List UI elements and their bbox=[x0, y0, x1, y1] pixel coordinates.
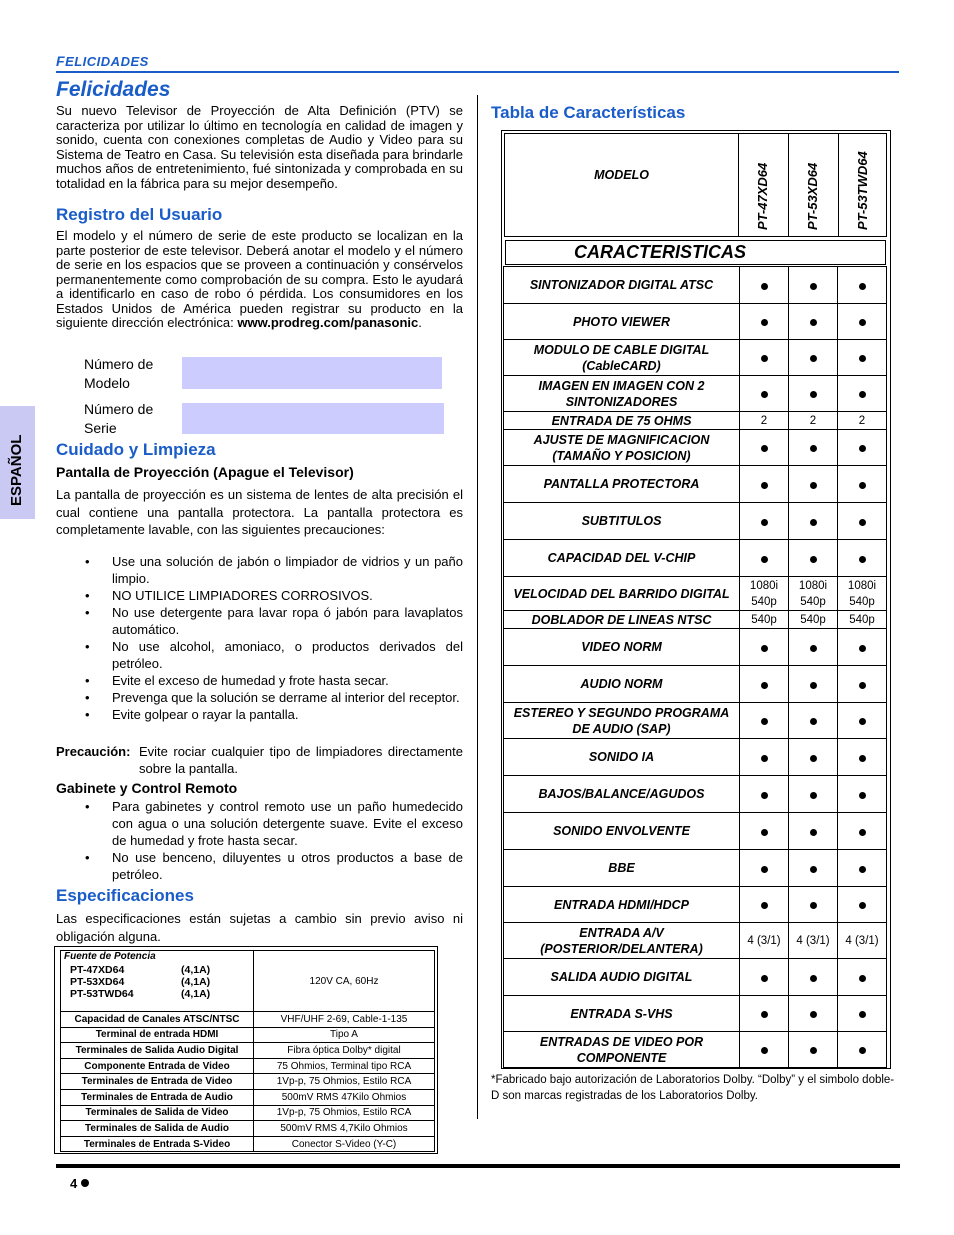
model-col-2: PT-53XD64 bbox=[788, 134, 838, 236]
intro-paragraph: Su nuevo Televisor de Proyección de Alta Definición (PTV) se caracteriza por utilizar lo último en tecnología en calidad de imagen y sonido, cuenta con conexiones completas de Audio y Video para su Sistema de Teatro en Casa. Su televisión esta diseñada para brindarle muchos años de entretenimiento, fué sintonizada y comprobada en su totalidad en la fábrica para su mejor desempeño. bbox=[56, 103, 463, 191]
footer-rule bbox=[56, 1164, 900, 1168]
bullet-dot-icon bbox=[761, 319, 768, 326]
bullet-dot-icon bbox=[859, 482, 866, 489]
bullet-icon bbox=[81, 1179, 89, 1187]
bullet-dot-icon bbox=[761, 975, 768, 982]
model-col-3: PT-53TWD64 bbox=[838, 134, 887, 236]
table-row bbox=[504, 1032, 887, 1068]
feature-name: ESTEREO Y SEGUNDO PROGRAMA DE AUDIO (SAP) bbox=[504, 703, 740, 739]
feature-value: 1080i 540p bbox=[740, 577, 789, 611]
feature-dot-cell bbox=[838, 540, 887, 577]
list-item: • Evite golpear o rayar la pantalla. bbox=[56, 706, 463, 723]
table-row: Terminales de Entrada de Audio 500mV RMS 47Kilo Ohmios bbox=[61, 1089, 435, 1105]
feature-dot-cell bbox=[838, 739, 887, 776]
feature-name: ENTRADA S-VHS bbox=[504, 996, 740, 1032]
feature-dot-cell bbox=[789, 813, 838, 850]
bullet-dot-icon bbox=[810, 755, 817, 762]
list-item: • No use detergente para lavar ropa ó jabón para lavaplatos automático. bbox=[56, 604, 463, 638]
table-row bbox=[504, 412, 887, 430]
bullet-dot-icon bbox=[761, 391, 768, 398]
table-row: Terminales de Entrada de Video 1Vp-p, 75 Ohmios, Estilo RCA bbox=[61, 1074, 435, 1090]
table-row bbox=[504, 813, 887, 850]
feature-name: VIDEO NORM bbox=[504, 629, 740, 666]
bullet-dot-icon bbox=[761, 445, 768, 452]
table-row bbox=[504, 577, 887, 611]
feature-dot-cell bbox=[789, 304, 838, 340]
bullet-dot-icon bbox=[859, 866, 866, 873]
feature-value: 540p bbox=[838, 611, 887, 629]
bullet-dot-icon bbox=[859, 682, 866, 689]
section-header: FELICIDADES bbox=[56, 53, 149, 69]
feature-dot-cell bbox=[838, 304, 887, 340]
bullet-dot-icon bbox=[761, 1047, 768, 1054]
feature-dot-cell bbox=[838, 267, 887, 304]
feature-name: PHOTO VIEWER bbox=[504, 304, 740, 340]
feature-dot-cell bbox=[789, 430, 838, 466]
feature-name: SINTONIZADOR DIGITAL ATSC bbox=[504, 267, 740, 304]
bullet-dot-icon bbox=[761, 283, 768, 290]
feature-dot-cell bbox=[789, 340, 838, 376]
feature-value: 4 (3/1) bbox=[838, 923, 887, 959]
list-item: • No use alcohol, amoniaco, o productos derivados del petróleo. bbox=[56, 638, 463, 672]
feature-dot-cell bbox=[789, 466, 838, 503]
features-table-header bbox=[504, 133, 887, 237]
feature-dot-cell bbox=[838, 887, 887, 923]
feature-dot-cell bbox=[789, 739, 838, 776]
bullet-dot-icon bbox=[810, 482, 817, 489]
list-item: • Evite el exceso de humedad y frote hasta secar. bbox=[56, 672, 463, 689]
bullet-dot-icon bbox=[810, 556, 817, 563]
bullet-dot-icon bbox=[810, 975, 817, 982]
model-field-label: Número de Modelo bbox=[84, 356, 154, 391]
list-item: • Para gabinetes y control remoto use un paño humedecido con agua o una solución detergente suave. Evite el exceso de humedad y frote hasta secar. bbox=[56, 798, 463, 849]
feature-name: ENTRADA A/V (POSTERIOR/DELANTERA) bbox=[504, 923, 740, 959]
pantalla-paragraph: La pantalla de proyección es un sistema de lentes de alta precisión el cual contiene una pantalla protectora. La pantalla protectora es completamente lavable, con las siguientes precauciones: bbox=[56, 487, 463, 537]
feature-dot-cell bbox=[740, 430, 789, 466]
feature-dot-cell bbox=[789, 503, 838, 540]
serial-field-label: Número de Serie bbox=[84, 401, 154, 436]
feature-dot-cell bbox=[838, 666, 887, 703]
feature-name: PANTALLA PROTECTORA bbox=[504, 466, 740, 503]
bullet-dot-icon bbox=[761, 1011, 768, 1018]
bullet-dot-icon bbox=[761, 829, 768, 836]
bullet-dot-icon bbox=[810, 1011, 817, 1018]
feature-name: SONIDO IA bbox=[504, 739, 740, 776]
bullet-dot-icon bbox=[810, 718, 817, 725]
power-value: 120V CA, 60Hz bbox=[254, 951, 435, 1012]
feature-dot-cell bbox=[740, 887, 789, 923]
feature-dot-cell bbox=[740, 629, 789, 666]
pantalla-subheading: Pantalla de Proyección (Apague el Televisor) bbox=[56, 464, 354, 480]
feature-dot-cell bbox=[740, 959, 789, 996]
feature-value: 4 (3/1) bbox=[740, 923, 789, 959]
feature-value: 540p bbox=[789, 611, 838, 629]
bullet-dot-icon bbox=[859, 1011, 866, 1018]
bullet-dot-icon bbox=[859, 556, 866, 563]
bullet-dot-icon bbox=[859, 283, 866, 290]
feature-dot-cell bbox=[838, 376, 887, 412]
bullet-dot-icon bbox=[761, 718, 768, 725]
column-divider bbox=[477, 95, 478, 1119]
bullet-dot-icon bbox=[761, 519, 768, 526]
registro-heading: Registro del Usuario bbox=[56, 205, 223, 224]
bullet-dot-icon bbox=[859, 829, 866, 836]
gabinete-subheading: Gabinete y Control Remoto bbox=[56, 780, 238, 796]
feature-name: SALIDA AUDIO DIGITAL bbox=[504, 959, 740, 996]
feature-dot-cell bbox=[789, 376, 838, 412]
bullet-dot-icon bbox=[859, 391, 866, 398]
bullet-dot-icon bbox=[810, 902, 817, 909]
power-cell: Fuente de Potencia PT-47XD64 (4,1A) PT-53XD64 (4,1A) PT-53TWD64 (4,1A) bbox=[61, 951, 254, 1012]
list-item: • Prevenga que la solución se derrame al interior del receptor. bbox=[56, 689, 463, 706]
bullet-dot-icon bbox=[810, 645, 817, 652]
table-row bbox=[504, 540, 887, 577]
especificaciones-paragraph: Las especificaciones están sujetas a cambio sin previo aviso ni obligación alguna. bbox=[56, 911, 463, 944]
bullet-dot-icon bbox=[859, 355, 866, 362]
bullet-dot-icon bbox=[761, 866, 768, 873]
bullet-dot-icon bbox=[810, 319, 817, 326]
feature-dot-cell bbox=[740, 776, 789, 813]
feature-dot-cell bbox=[838, 703, 887, 739]
bullet-dot-icon bbox=[810, 792, 817, 799]
dolby-footnote: *Fabricado bajo autorización de Laboratorios Dolby. “Dolby” y el simbolo doble-D son marcas registradas de los Laboratorios Dolby. bbox=[491, 1074, 895, 1102]
feature-name: DOBLADOR DE LINEAS NTSC bbox=[504, 611, 740, 629]
feature-dot-cell bbox=[740, 666, 789, 703]
registration-url[interactable]: www.prodreg.com/panasonic bbox=[237, 315, 419, 330]
feature-value: 2 bbox=[740, 412, 789, 430]
feature-dot-cell bbox=[740, 813, 789, 850]
feature-dot-cell bbox=[838, 996, 887, 1032]
table-row bbox=[504, 611, 887, 629]
feature-dot-cell bbox=[740, 540, 789, 577]
table-row bbox=[504, 340, 887, 376]
bullet-dot-icon bbox=[810, 1047, 817, 1054]
bullet-dot-icon bbox=[810, 829, 817, 836]
table-row: Componente Entrada de Video 75 Ohmios, Terminal tipo RCA bbox=[61, 1058, 435, 1074]
feature-dot-cell bbox=[838, 776, 887, 813]
feature-name: VELOCIDAD DEL BARRIDO DIGITAL bbox=[504, 577, 740, 611]
feature-name: MODULO DE CABLE DIGITAL (CableCARD) bbox=[504, 340, 740, 376]
feature-dot-cell bbox=[740, 1032, 789, 1068]
bullet-dot-icon bbox=[810, 519, 817, 526]
feature-name: SONIDO ENVOLVENTE bbox=[504, 813, 740, 850]
page-number: 4 bbox=[70, 1176, 89, 1191]
feature-value: 540p bbox=[740, 611, 789, 629]
gabinete-list bbox=[56, 798, 463, 883]
feature-dot-cell bbox=[740, 267, 789, 304]
feature-dot-cell bbox=[789, 629, 838, 666]
table-row: Terminales de Salida de Audio 500mV RMS 4,7Kilo Ohmios bbox=[61, 1121, 435, 1137]
bullet-dot-icon bbox=[761, 355, 768, 362]
bullet-dot-icon bbox=[810, 283, 817, 290]
bullet-dot-icon bbox=[761, 755, 768, 762]
feature-dot-cell bbox=[740, 340, 789, 376]
bullet-dot-icon bbox=[859, 319, 866, 326]
feature-dot-cell bbox=[789, 1032, 838, 1068]
table-row bbox=[504, 887, 887, 923]
feature-dot-cell bbox=[838, 850, 887, 887]
feature-name: CAPACIDAD DEL V-CHIP bbox=[504, 540, 740, 577]
feature-dot-cell bbox=[789, 267, 838, 304]
bullet-dot-icon bbox=[859, 718, 866, 725]
feature-value: 1080i 540p bbox=[838, 577, 887, 611]
registro-paragraph: El modelo y el número de serie de este producto se localizan en la parte posterior de este televisor. Deberá anotar el modelo y el número de serie en los espacios que se proveen a continuación y consérvelos permanentemente como comprobación de su compra. Esto le ayudará a identificarlo en caso de robo ó pérdida. Los consumidores en los Estados Unidos de América pueden registrar su producto en la siguiente dirección electrónica: www.prodreg.com/panasonic. bbox=[56, 228, 463, 330]
bullet-dot-icon bbox=[761, 482, 768, 489]
table-row bbox=[504, 666, 887, 703]
caracteristicas-label: CARACTERISTICAS bbox=[505, 240, 886, 265]
table-row bbox=[504, 267, 887, 304]
table-row: Terminal de entrada HDMI Tipo A bbox=[61, 1027, 435, 1043]
feature-dot-cell bbox=[838, 629, 887, 666]
feature-value: 2 bbox=[838, 412, 887, 430]
table-row bbox=[504, 503, 887, 540]
language-side-tab: ESPAÑOL bbox=[0, 406, 35, 519]
feature-dot-cell bbox=[789, 666, 838, 703]
feature-name: ENTRADA HDMI/HDCP bbox=[504, 887, 740, 923]
bullet-dot-icon bbox=[810, 445, 817, 452]
header-rule bbox=[56, 71, 899, 73]
feature-dot-cell bbox=[838, 1032, 887, 1068]
bullet-dot-icon bbox=[859, 1047, 866, 1054]
feature-value: 1080i 540p bbox=[789, 577, 838, 611]
precaucion-note: Precaución: Evite rociar cualquier tipo de limpiadores directamente sobre la pantalla. bbox=[56, 744, 463, 776]
table-row: Capacidad de Canales ATSC/NTSC VHF/UHF 2-69, Cable-1-135 bbox=[61, 1012, 435, 1028]
table-row bbox=[504, 776, 887, 813]
feature-name: BAJOS/BALANCE/AGUDOS bbox=[504, 776, 740, 813]
page-title: Felicidades bbox=[56, 78, 171, 101]
feature-dot-cell bbox=[838, 813, 887, 850]
feature-dot-cell bbox=[789, 850, 838, 887]
feature-dot-cell bbox=[740, 850, 789, 887]
bullet-dot-icon bbox=[761, 556, 768, 563]
feature-name: BBE bbox=[504, 850, 740, 887]
feature-dot-cell bbox=[789, 887, 838, 923]
bullet-dot-icon bbox=[859, 645, 866, 652]
model-col-1: PT-47XD64 bbox=[738, 134, 788, 236]
bullet-dot-icon bbox=[761, 645, 768, 652]
feature-value: 2 bbox=[789, 412, 838, 430]
bullet-dot-icon bbox=[810, 682, 817, 689]
feature-dot-cell bbox=[838, 466, 887, 503]
table-row: Terminales de Entrada S-Video Conector S-Video (Y-C) bbox=[61, 1136, 435, 1152]
feature-dot-cell bbox=[740, 304, 789, 340]
feature-dot-cell bbox=[740, 466, 789, 503]
cuidado-heading: Cuidado y Limpieza bbox=[56, 440, 216, 459]
model-number-field[interactable] bbox=[182, 357, 442, 389]
table-row: Terminales de Salida de Video 1Vp-p, 75 Ohmios, Estilo RCA bbox=[61, 1105, 435, 1121]
feature-dot-cell bbox=[789, 959, 838, 996]
feature-dot-cell bbox=[740, 503, 789, 540]
table-row bbox=[504, 923, 887, 959]
feature-dot-cell bbox=[740, 703, 789, 739]
feature-name: ENTRADA DE 75 OHMS bbox=[504, 412, 740, 430]
feature-dot-cell bbox=[789, 996, 838, 1032]
table-row: Terminales de Salida Audio Digital Fibra óptica Dolby* digital bbox=[61, 1043, 435, 1059]
bullet-dot-icon bbox=[761, 682, 768, 689]
feature-name: ENTRADAS DE VIDEO POR COMPONENTE bbox=[504, 1032, 740, 1068]
bullet-dot-icon bbox=[859, 792, 866, 799]
table-row bbox=[504, 996, 887, 1032]
bullet-dot-icon bbox=[761, 902, 768, 909]
especificaciones-heading: Especificaciones bbox=[56, 886, 194, 905]
table-row bbox=[504, 959, 887, 996]
feature-dot-cell bbox=[838, 430, 887, 466]
feature-name: IMAGEN EN IMAGEN CON 2 SINTONIZADORES bbox=[504, 376, 740, 412]
bullet-dot-icon bbox=[859, 445, 866, 452]
feature-dot-cell bbox=[740, 739, 789, 776]
bullet-dot-icon bbox=[761, 792, 768, 799]
spec-table-frame bbox=[54, 946, 438, 1154]
table-row bbox=[504, 739, 887, 776]
feature-dot-cell bbox=[740, 996, 789, 1032]
tabla-heading: Tabla de Características bbox=[491, 103, 686, 122]
feature-dot-cell bbox=[838, 959, 887, 996]
bullet-dot-icon bbox=[859, 975, 866, 982]
bullet-dot-icon bbox=[810, 355, 817, 362]
bullet-dot-icon bbox=[810, 391, 817, 398]
list-item: • NO UTILICE LIMPIADORES CORROSIVOS. bbox=[56, 587, 463, 604]
feature-dot-cell bbox=[740, 376, 789, 412]
feature-value: 4 (3/1) bbox=[789, 923, 838, 959]
feature-dot-cell bbox=[789, 540, 838, 577]
list-item: • No use benceno, diluyentes u otros productos a base de petróleo. bbox=[56, 849, 463, 883]
bullet-dot-icon bbox=[859, 902, 866, 909]
modelo-label: MODELO bbox=[594, 168, 649, 182]
bullet-dot-icon bbox=[810, 866, 817, 873]
bullet-dot-icon bbox=[859, 519, 866, 526]
bullet-dot-icon bbox=[859, 755, 866, 762]
cleaning-list bbox=[56, 553, 463, 723]
feature-dot-cell bbox=[789, 776, 838, 813]
feature-dot-cell bbox=[789, 703, 838, 739]
table-row bbox=[504, 850, 887, 887]
table-row bbox=[504, 629, 887, 666]
feature-dot-cell bbox=[838, 340, 887, 376]
feature-name: AJUSTE DE MAGNIFICACION (TAMAÑO Y POSICION) bbox=[504, 430, 740, 466]
serial-number-field[interactable] bbox=[182, 403, 444, 434]
feature-dot-cell bbox=[838, 503, 887, 540]
table-row bbox=[504, 304, 887, 340]
table-row bbox=[504, 376, 887, 412]
table-row bbox=[504, 466, 887, 503]
feature-name: SUBTITULOS bbox=[504, 503, 740, 540]
spec-table bbox=[60, 950, 435, 1152]
table-row bbox=[504, 430, 887, 466]
table-row bbox=[504, 703, 887, 739]
feature-name: AUDIO NORM bbox=[504, 666, 740, 703]
list-item: • Use una solución de jabón o limpiador de vidrios y un paño limpio. bbox=[56, 553, 463, 587]
features-table bbox=[503, 266, 887, 1068]
